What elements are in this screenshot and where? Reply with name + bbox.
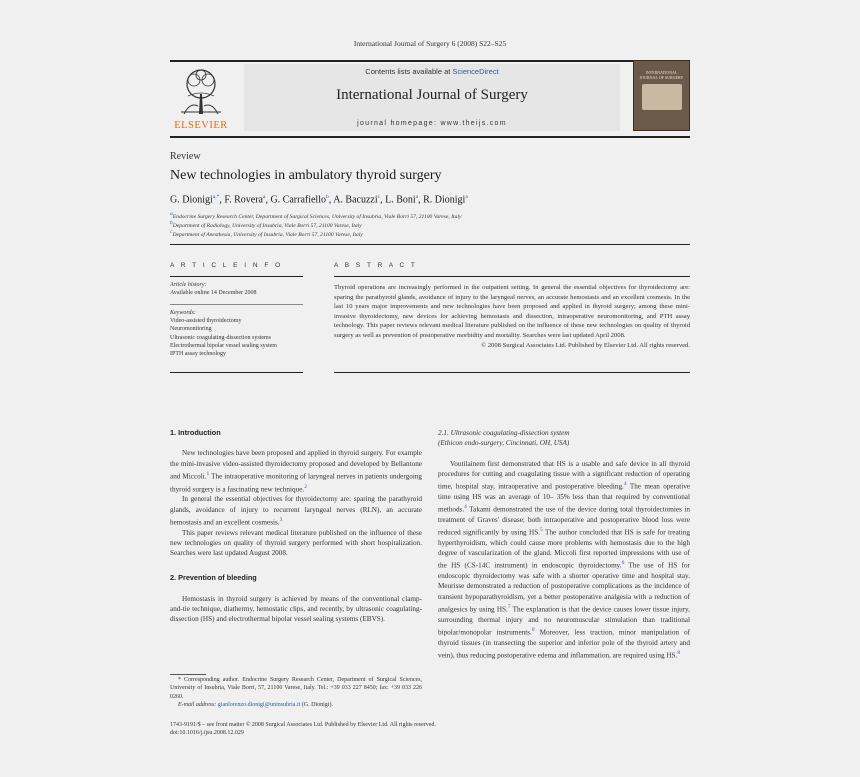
journal-banner: [244, 64, 620, 131]
bleeding-paragraph: Hemostasis in thyroid surgery is achieved by means of the conventional clamp-and-tie technique, diathermy, hemostatic clips, and recently, by ultrasonic coagulating-dissection (HS) and electrothermal bipolar vessel sealing systems (EBVS).: [170, 594, 422, 624]
right-column: [438, 428, 690, 661]
abstract-heading: A B S T R A C T: [334, 262, 418, 269]
footnote-rule: [170, 674, 206, 675]
subsection-heading: 2.1. Ultrasonic coagulating-dissection system: [438, 429, 570, 437]
issn-line: 1743-9191/$ – see front matter © 2008 Surgical Associates Ltd. Published by Elsevier Ltd. All rights reserved.: [170, 722, 436, 728]
citation[interactable]: 4: [464, 504, 467, 511]
running-head: International Journal of Surgery 6 (2008) S22–S25: [353, 39, 507, 48]
author: G. Carrafiello: [270, 194, 326, 206]
affiliation-text: Department of Anesthesia, University of Insubria, Viale Borri 57, 21100 Varese, Italy: [172, 231, 363, 238]
author-sup[interactable]: a: [263, 194, 266, 200]
section-heading-introduction: 1. Introduction: [170, 428, 221, 437]
keyword: IPTH assay technology: [170, 351, 226, 358]
author: R. Dionigi: [423, 194, 466, 206]
affiliation-text: Department of Radiology, University of Insubria, Viale Borri 57, 21100 Varese, Italy: [172, 222, 362, 229]
history-value: Available online 14 December 2008: [170, 290, 257, 297]
author-sup[interactable]: c: [377, 194, 381, 200]
section-heading-bleeding: 2. Prevention of bleeding: [170, 573, 257, 583]
header-top-rule: [170, 60, 690, 62]
text-run: The author concluded that HS is safe for treating hyperthyroidism, which could cause more problems with hemostasis due to the high degree of vascularization of the gland. Miccoli first reported impressions with use of the HS (CS-14C instrument) in endoscopic thyroidectomy.: [438, 528, 690, 570]
affiliation-rule: [170, 244, 690, 245]
citation[interactable]: 4: [623, 481, 627, 488]
text-run: In general the essential objectives for thyroidectomy are: sparing the parathyroid glands, avoidance of injury to recurrent laryngeal nerves (RLN), an accurate hemostasis and an excellent cosmesis.: [170, 495, 422, 527]
journal-cover: [633, 60, 690, 131]
citation[interactable]: 3: [279, 516, 283, 523]
header-bottom-rule: [170, 136, 690, 138]
keyword: Electrothermal bipolar vessel sealing system: [170, 342, 277, 349]
citation[interactable]: 6: [621, 560, 625, 567]
cover-title: INTERNATIONAL JOURNAL OF SURGERY: [639, 70, 684, 80]
affiliation: [170, 220, 362, 229]
cover-image: [642, 84, 682, 110]
left-column: [170, 428, 422, 625]
abstract-body: [334, 283, 690, 350]
article-history: [170, 281, 303, 297]
author: F. Rovera: [224, 194, 263, 206]
affiliation: [170, 229, 363, 238]
author: G. Dionigi: [170, 194, 213, 206]
history-label: Article history:: [170, 282, 207, 288]
article-title: New technologies in ambulatory thyroid surgery: [170, 168, 442, 183]
keyword: Neuromonitoring: [170, 326, 212, 333]
article-info-heading: A R T I C L E I N F O: [170, 262, 283, 269]
author-list: G. Dionigi$^{a,*}$, F. Rovera$^a$, G. Carrafiello$^b$, A. Bacuzzi$^c$, L. Boni$^a$, R. Dionigi$^a$: [170, 194, 468, 206]
abstract-text: Thyroid operations are increasingly performed in the outpatient setting. In general the essential objectives for thyroidectomy are: sparing the parathyroid glands, avoidance of injury to the laryngeal nerves, an accurate hemostasis and an excellent cosmesis. In the last 10 years major improvements and new technologies have been proposed and applied in thyroid surgery; among these mini-invasive thyroidectomy, new devices for achieving hemostasis and dissection, intraoperative neuromonitoring, and PTH assay technology. This paper reviews relevant medical literature published on the influence of these new technologies on quality of thyroid surgery as well as prevention of postoperative morbidity and mortality. Searches were last updated April 2008.: [334, 284, 690, 339]
keywords-label: Keywords:: [170, 310, 196, 316]
text-run: The intraoperative monitoring of laryngeal nerves in patients undergoing thyroid surgery is a fascinating new technique.: [170, 472, 423, 493]
intro-paragraph: [170, 494, 422, 527]
intro-paragraph: This paper reviews relevant medical literature published on the influence of these new technologies on quality of thyroid surgery performed with short hospitalization. Searches were last updated August 2008.: [170, 528, 422, 558]
text-run: The explanation is that the device causes lower tissue injury, surrounding thermal injury and no neuromuscular stimulation than traditional bipolar/monopolar instruments.: [438, 605, 690, 637]
author-sup[interactable]: a: [465, 194, 468, 200]
text-run: New technologies have been proposed and applied in thyroid surgery. For example the mini-invasive video-assisted thyroidectomy proposed and developed by Bellantone and Miccoli.: [170, 449, 422, 481]
affiliation-sup: a: [170, 211, 173, 217]
elsevier-tree-icon: [176, 66, 226, 116]
text-run: The use of HS for endoscopic thyroidectomy was safe with a shorter operative time and hospital stay. Meurisse demonstrated a reduction of postoperative complications as the incidence of transient hypoparathyroidism, yet a better postoperative analgesia with a reduction of analgesics by using HS.: [438, 561, 690, 614]
keyword: Video-assisted thyroidectomy: [170, 318, 242, 325]
abstract-rule: [334, 276, 690, 277]
citation[interactable]: 5: [540, 527, 543, 534]
footnote-corresponding: * Corresponding author. Endocrine Surgery Research Center, Department of Surgical Sciences, University of Insubria, Viale Borri, 57, 21100 Varese, Italy. Tel.: +39 033 227 8450; fax: +39 033 226 0260.: [170, 677, 422, 700]
citation[interactable]: 1: [206, 470, 210, 477]
citation[interactable]: 8: [531, 627, 535, 633]
keywords-block: [170, 309, 310, 358]
intro-paragraph: [170, 448, 422, 494]
abstract-copyright: © 2008 Surgical Associates Ltd. Published by Elsevier Ltd. All rights reserved.: [481, 341, 690, 349]
citation[interactable]: 7: [507, 604, 511, 611]
abstract-bottom-rule: [334, 372, 690, 373]
citation[interactable]: 8: [677, 649, 681, 656]
keyword: Ultrasonic coagulating-dissection systems: [170, 334, 271, 341]
author-sup[interactable]: a,*: [212, 194, 220, 200]
contents-prefix: Contents lists available at: [365, 67, 451, 76]
author-sup[interactable]: b: [326, 194, 329, 200]
article-info-rule: [170, 276, 303, 277]
email-link[interactable]: gianlorenzo.dionigi@uninsubria.it: [217, 702, 301, 709]
email-suffix: (G. Dionigi).: [301, 702, 333, 709]
affiliation-sup: b: [170, 220, 173, 226]
author: A. Bacuzzi: [333, 194, 378, 206]
journal-homepage[interactable]: journal homepage: www.theijs.com: [357, 120, 507, 127]
sciencedirect-link[interactable]: ScienceDirect: [452, 67, 499, 76]
elsevier-logo: [170, 64, 232, 134]
citation[interactable]: 2: [304, 483, 307, 490]
text-run: Voutilainem first demonstrated that HS is a usable and safe device in all thyroid procedures for cutting and coagulating tissue with a significant reduction of operating time, hospital stay, intraoperative and postoperative bleeding.: [438, 459, 690, 491]
footnote: [170, 676, 422, 710]
author-sup[interactable]: a: [415, 194, 419, 200]
doi-line[interactable]: doi:10.1016/j.ijsu.2008.12.029: [170, 730, 244, 737]
contents-line: [244, 67, 620, 76]
article-type: Review: [170, 151, 201, 162]
text-run: Moreover, less traction, minor manipulation of thyroid tissues (in transecting the superior and inferior pole of the thyroid artery and vein), thus reducing postoperative edema and inflammation, are required using HS.: [438, 628, 690, 660]
history-rule: [170, 304, 303, 305]
publisher-name: ELSEVIER: [174, 120, 228, 131]
front-matter: [170, 721, 690, 738]
affiliation-sup: c: [170, 229, 173, 235]
body-paragraph: [438, 459, 690, 661]
author: L. Boni: [385, 194, 416, 206]
affiliation: [170, 211, 461, 220]
journal-title: International Journal of Surgery: [336, 87, 528, 103]
text-run: The mean operative time using HS was an average of 10– 35% less than that required by conventional methods.: [438, 482, 690, 514]
footnote-email-line: [170, 701, 422, 709]
article-info-bottom-rule: [170, 372, 303, 373]
text-run: Takami demonstrated the use of the device during total thyroidectomies in treatment of Graves' disease; both intraoperative and postoperative blood loss were reduced significantly by using HS.: [438, 505, 690, 537]
email-label: E-mail address:: [178, 702, 217, 709]
affiliation-text: Endocrine Surgery Research Center, Department of Surgical Sciences, University of Insubria, Viale Borri 57, 21100 Varese, Italy: [172, 213, 462, 220]
subsection-heading-detail: (Ethicon endo-surgery, Cincinnati, OH, USA): [438, 439, 570, 448]
